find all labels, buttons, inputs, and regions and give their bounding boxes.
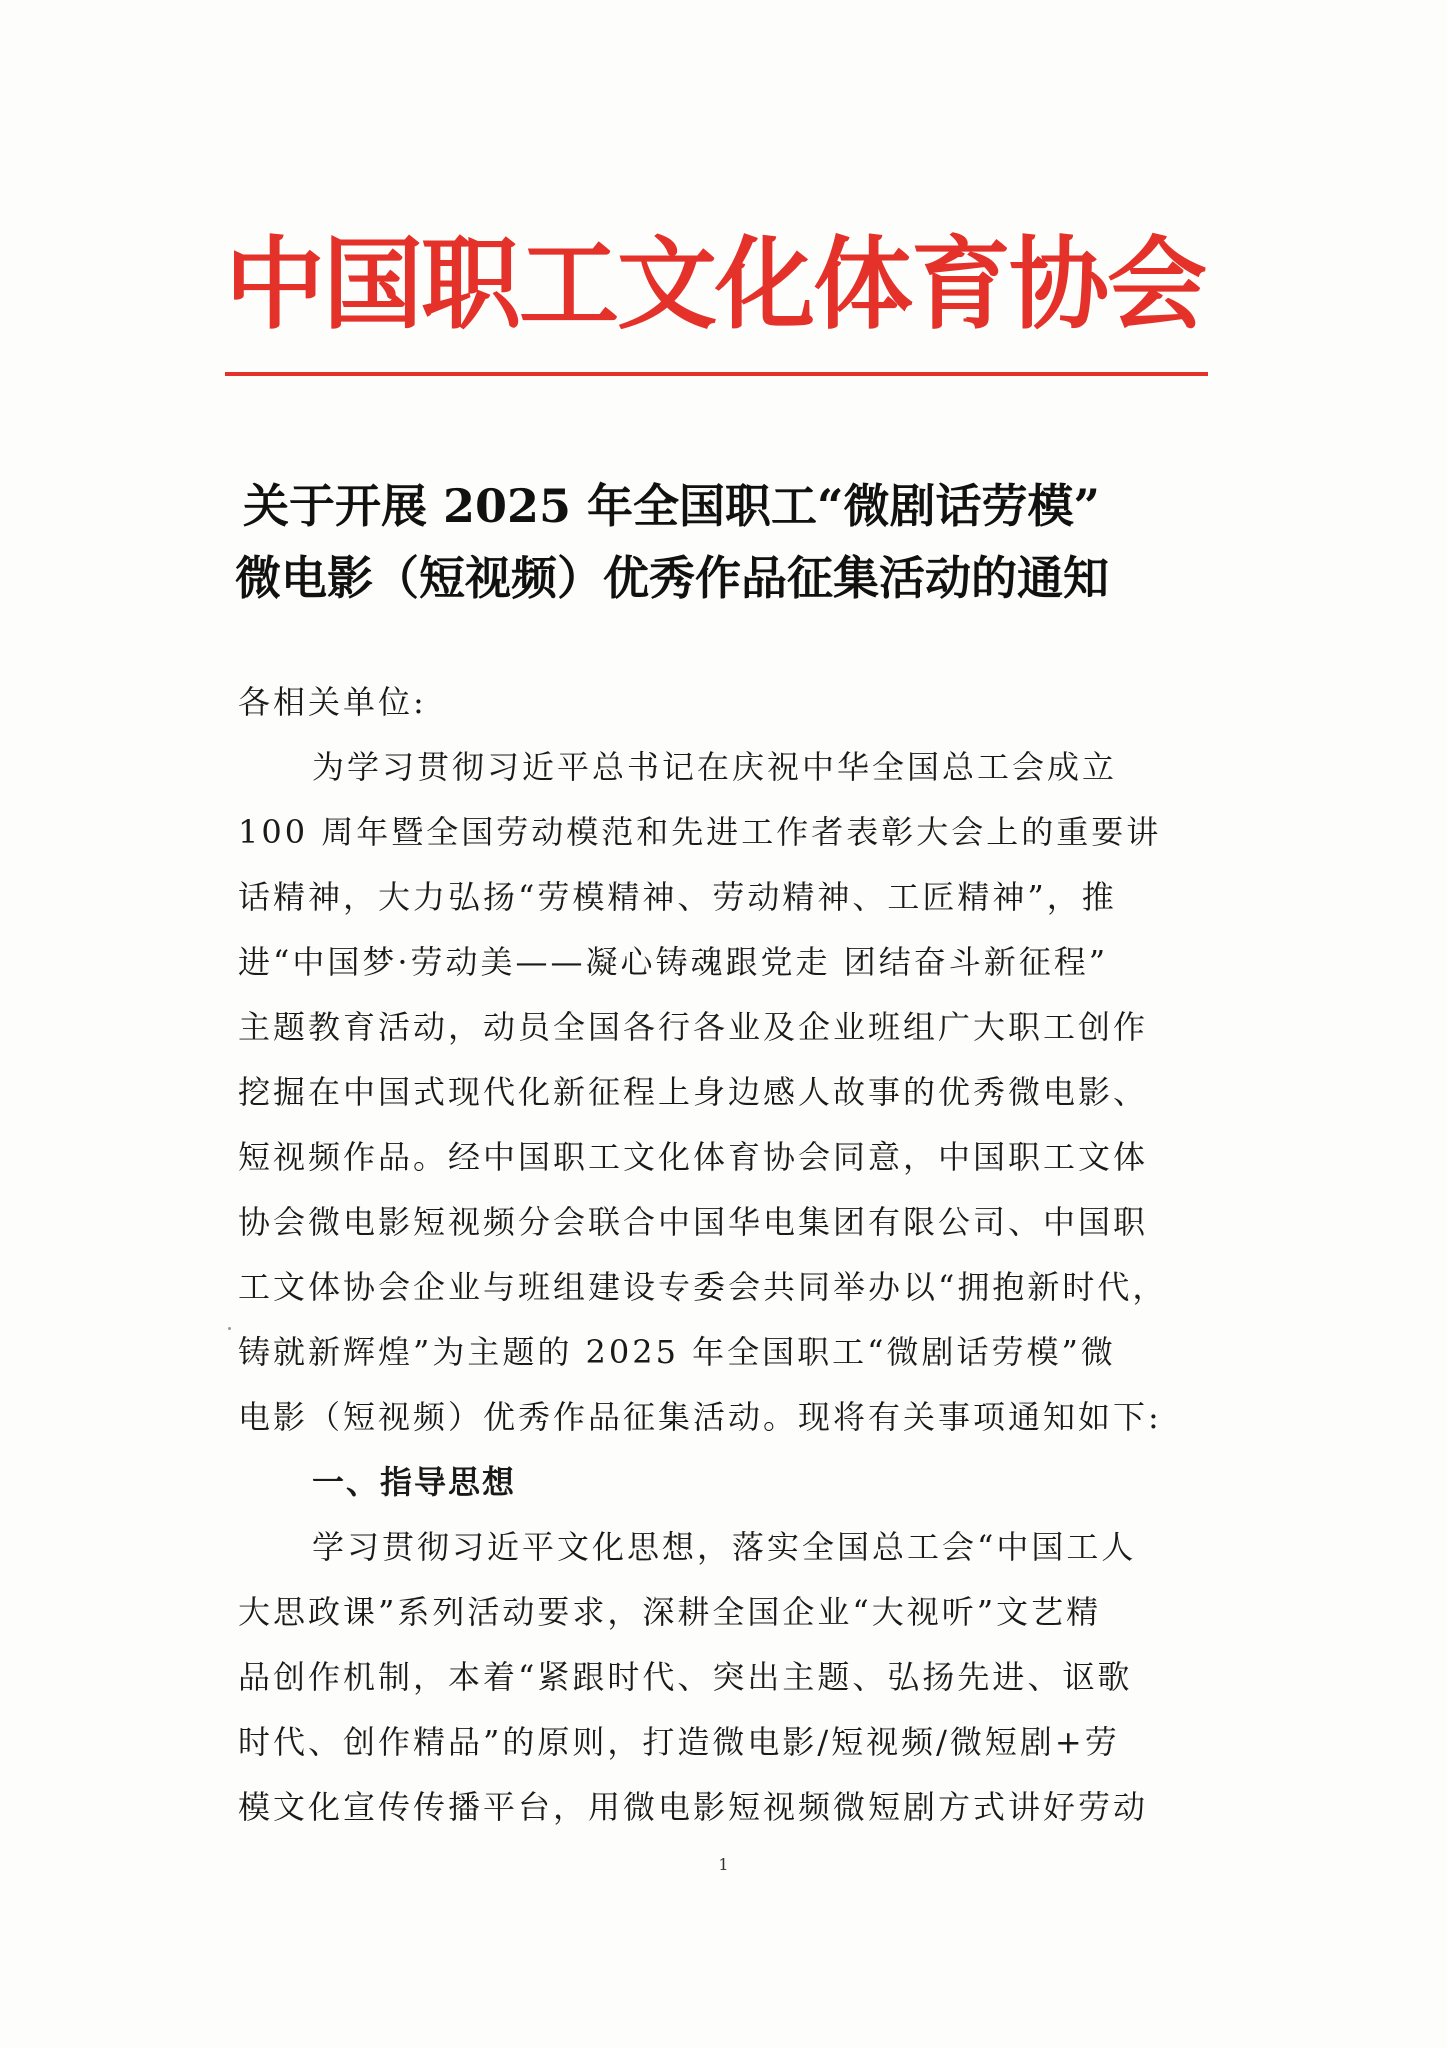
paragraph-2-line: 学习贯彻习近平文化思想，落实全国总工会“中国工人 bbox=[312, 1528, 1137, 1566]
paragraph-2-line: 时代、创作精品”的原则，打造微电影/短视频/微短剧+劳 bbox=[238, 1723, 1120, 1761]
title-line-2: 微电影（短视频）优秀作品征集活动的通知 bbox=[235, 551, 1109, 605]
paragraph-2-line: 大思政课”系列活动要求，深耕全国企业“大视听”文艺精 bbox=[238, 1593, 1102, 1631]
paragraph-1-line: 进“中国梦·劳动美——凝心铸魂跟党走 团结奋斗新征程” bbox=[238, 943, 1109, 981]
document-body bbox=[238, 670, 1208, 1840]
section-1-heading: 一、指导思想 bbox=[312, 1463, 517, 1501]
paragraph-1-line: 主题教育活动，动员全国各行各业及企业班组广大职工创作 bbox=[238, 1008, 1149, 1046]
page-number: 1 bbox=[718, 1855, 729, 1874]
paragraph-1-line: 挖掘在中国式现代化新征程上身边感人故事的优秀微电影、 bbox=[238, 1073, 1149, 1111]
organization-letterhead: 中国职工文化体育协会 bbox=[225, 226, 1205, 343]
paragraph-1-line: 短视频作品。经中国职工文化体育协会同意，中国职工文体 bbox=[238, 1138, 1149, 1176]
letterhead-rule bbox=[225, 372, 1208, 376]
paragraph-2-line: 模文化宣传传播平台，用微电影短视频微短剧方式讲好劳动 bbox=[238, 1788, 1149, 1826]
paragraph-1-line: 为学习贯彻习近平总书记在庆祝中华全国总工会成立 bbox=[312, 748, 1118, 786]
paragraph-1-line: 铸就新辉煌”为主题的 2025 年全国职工“微剧话劳模”微 bbox=[238, 1333, 1116, 1371]
document-title bbox=[235, 470, 1235, 614]
paragraph-1-line: 100 周年暨全国劳动模范和先进工作者表彰大会上的重要讲 bbox=[238, 813, 1162, 851]
paragraph-2-line: 品创作机制，本着“紧跟时代、突出主题、弘扬先进、讴歌 bbox=[238, 1658, 1133, 1696]
paragraph-1-line: 电影（短视频）优秀作品征集活动。现将有关事项通知如下: bbox=[238, 1398, 1162, 1436]
paragraph-1-line: 工文体协会企业与班组建设专委会共同举办以“拥抱新时代， bbox=[238, 1268, 1168, 1306]
paragraph-1-line: 话精神，大力弘扬“劳模精神、劳动精神、工匠精神”，推 bbox=[238, 878, 1117, 916]
title-line-1: 关于开展 2025 年全国职工“微剧话劳模” bbox=[243, 479, 1100, 533]
paragraph-1-line: 协会微电影短视频分会联合中国华电集团有限公司、中国职 bbox=[238, 1203, 1149, 1241]
scan-speck bbox=[228, 1327, 231, 1330]
salutation: 各相关单位: bbox=[238, 683, 427, 721]
